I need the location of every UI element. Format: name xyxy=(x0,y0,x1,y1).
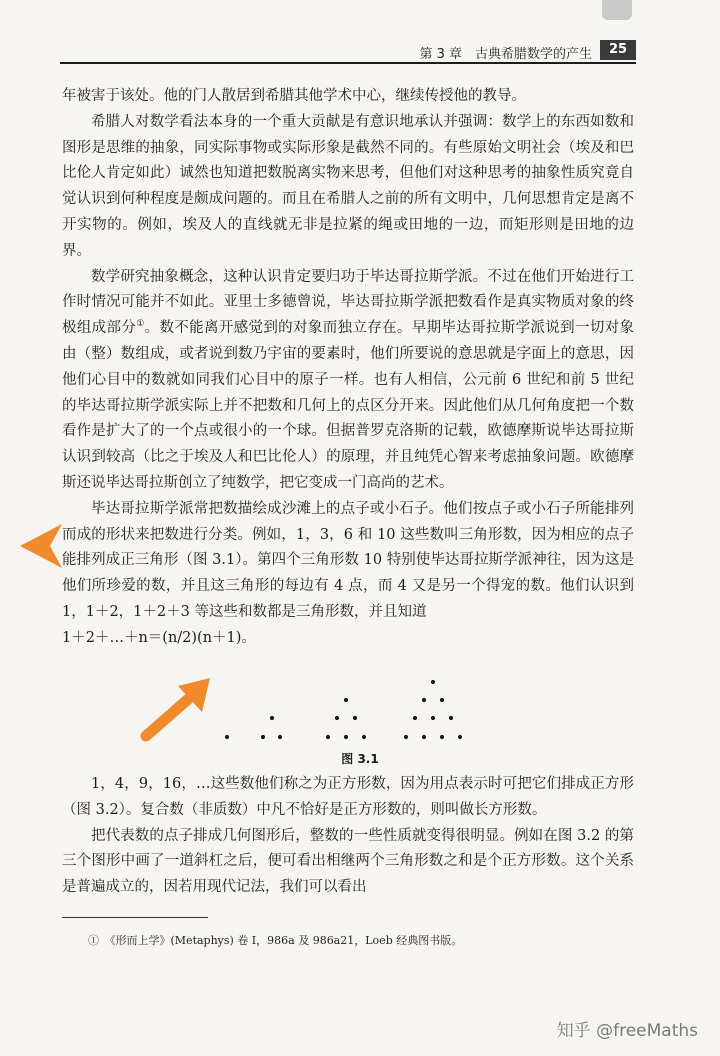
paragraph-1: 年被害于该处。他的门人散居到希腊其他学术中心，继续传授他的教导。 xyxy=(62,88,526,104)
page-number: 25 xyxy=(600,40,636,60)
watermark: 知乎 @freeMaths xyxy=(556,1021,698,1041)
figure-3-1-triangular-dots xyxy=(200,676,470,746)
paragraph-4: 毕达哥拉斯学派常把数描绘成沙滩上的点子或小石子。他们按点子或小石子所能排列而成的形状来把数进行分类。例如，1，3，6 和 10 这些数叫三角形数，因为相应的点子能排列成正三角形（图 3.1）。第四个三角形数 10 特别使毕达哥拉斯学派神往，因为这是他们所珍爱的数，并且这三角形的每边有 4 点，而 4 又是另一个得宠的数。他们认识到 1，1＋2，1＋2＋3 等这些和数都是三角形数，并且知道 xyxy=(62,500,634,620)
main-text-upper xyxy=(62,84,634,652)
paragraph-3-part-b: 。数不能离开感觉到的对象而独立存在。早期毕达哥拉斯学派说到一切对象由（整）数组成，或者说到数乃宇宙的要素时，他们所要说的意思就是字面上的意思，因他们心目中的数就如同我们心目中的原子一样。也有人相信，公元前 6 世纪和前 5 世纪的毕达哥拉斯学派实际上并不把数和几何上的点区分开来。因此他们从几何角度把一个数看作是扩大了的一个点或很小的一个球。但据普罗克洛斯的记载，欧德摩斯说毕达哥拉斯认识到较高（比之于埃及人和巴比伦人）的原理，并且纯凭心智来考虑抽象问题。欧德摩斯还说毕达哥拉斯创立了纯数学，把它变成一门高尚的艺术。 xyxy=(62,320,635,491)
footnote-reference[interactable]: ① xyxy=(136,319,145,330)
main-text-lower xyxy=(62,772,634,901)
paragraph-3 xyxy=(62,265,634,497)
paragraph-2: 希腊人对数学看法本身的一个重大贡献是有意识地承认并强调：数学上的东西如数和图形是思维的抽象，同实际事物或实际形象是截然不同的。有些原始文明社会（埃及和巴比伦人肯定如此）诚然也知道把数脱离实物来思考，但他们对这种思考的抽象性质究竟自觉认识到何种程度是颇成问题的。而且在希腊人之前的所有文明中，几何思想肯定是离不开实物的。例如，埃及人的直线就无非是拉紧的绳或田地的一边，而矩形则是田地的边界。 xyxy=(62,113,634,259)
running-header xyxy=(60,38,636,64)
paragraph-5: 1，4，9，16，…这些数他们称之为正方形数，因为用点表示时可把它们排成正方形（图 3.2）。复合数（非质数）中凡不恰好是正方形数的，则叫做长方形数。 xyxy=(62,776,634,818)
diagonal-arrow-icon xyxy=(138,672,218,742)
paragraph-3-part-a: 数学研究抽象概念，这种认识肯定要归功于毕达哥拉斯学派。不过在他们开始进行工作时情况可能并不如此。亚里士多德曾说，毕达哥拉斯学派把数看作是真实物质对象的终极组成部分 xyxy=(62,268,634,337)
page-corner-tab xyxy=(602,0,632,20)
paragraph-6: 把代表数的点子排成几何图形后，整数的一些性质就变得很明显。例如在图 3.2 的第三个图形中画了一道斜杠之后，便可看出相继两个三角形数之和是个正方形数。这个关系是普遍成立的，因若用现代记法，我们可以看出 xyxy=(62,827,634,896)
left-arrow-icon xyxy=(18,520,64,570)
chapter-title: 第 3 章 古典希腊数学的产生 xyxy=(419,47,592,62)
footnote-divider xyxy=(62,917,208,918)
triangular-sum-formula: 1＋2＋…＋n＝(n/2)(n＋1)。 xyxy=(62,629,256,646)
figure-caption: 图 3.1 xyxy=(341,752,379,766)
footnote: ① 《形而上学》(Metaphys) 卷 I，986a 及 986a21，Loeb 经典图书版。 xyxy=(88,934,463,947)
